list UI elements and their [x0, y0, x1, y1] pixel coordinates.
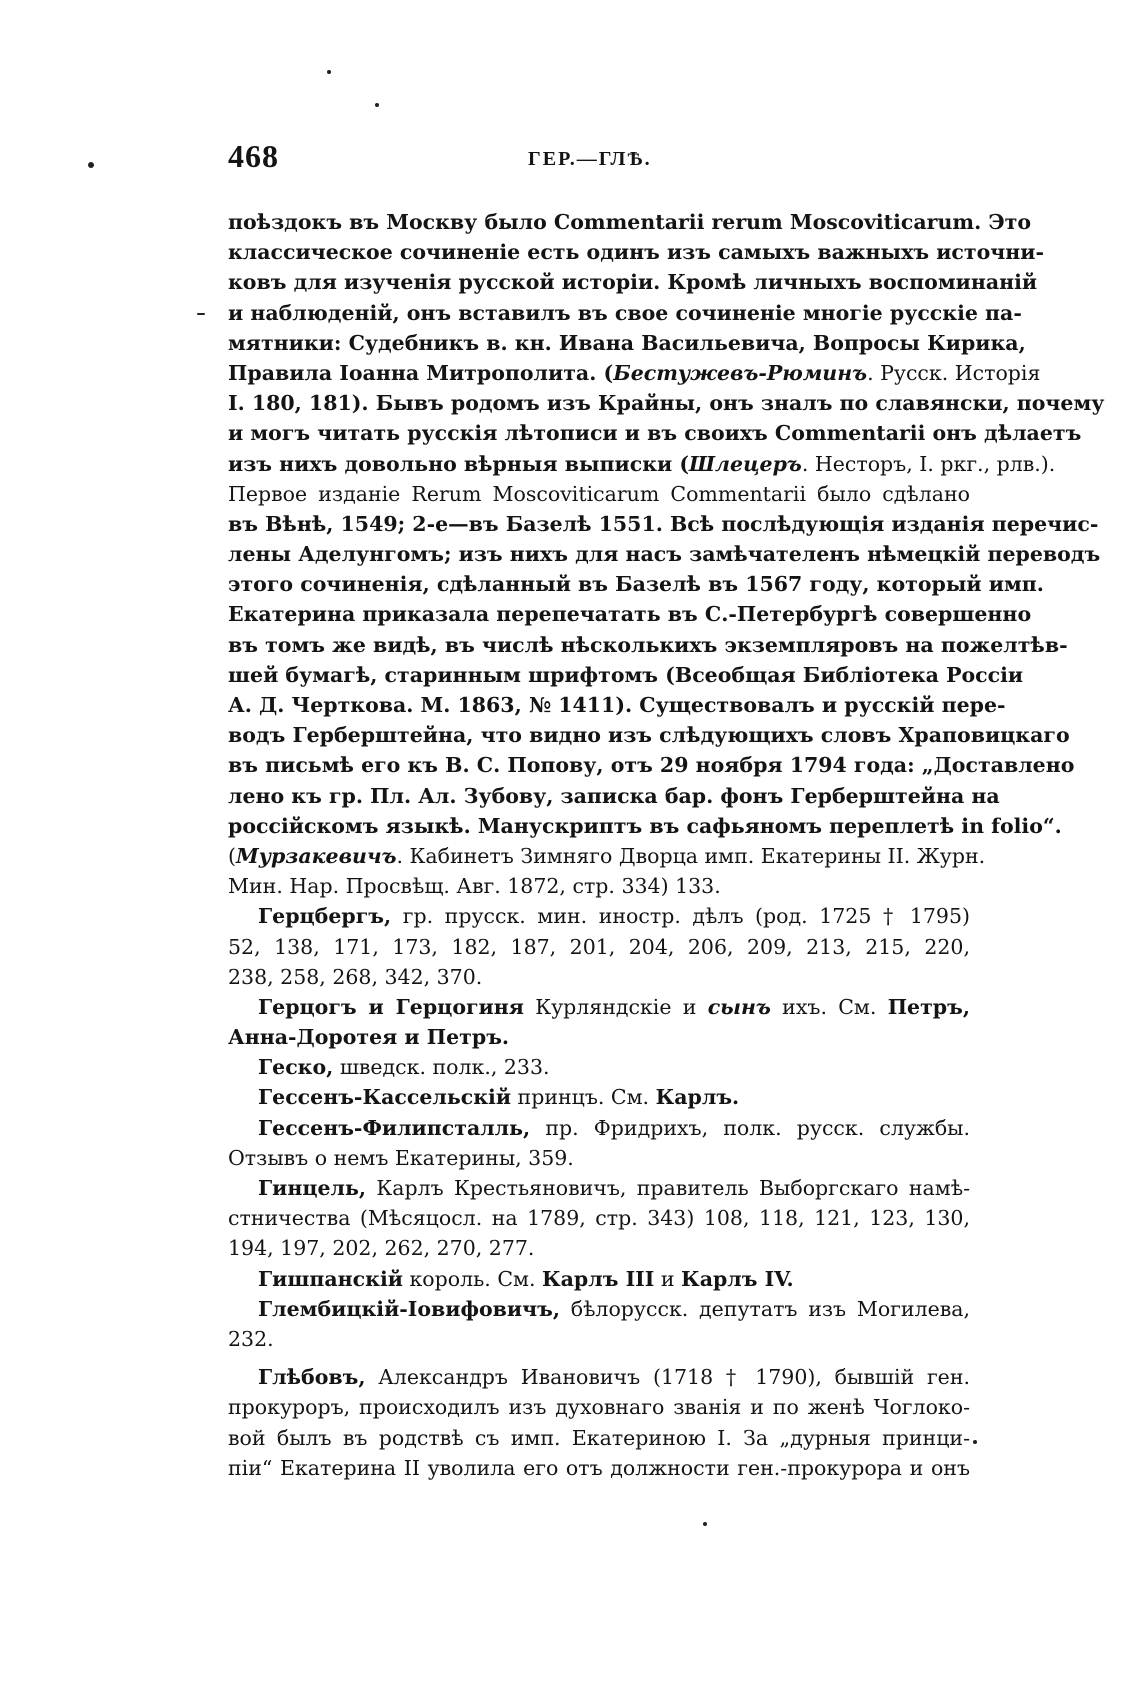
index-entry [228, 901, 970, 931]
text-span: ( [228, 843, 236, 868]
entry-text: сынъ [707, 994, 771, 1019]
text-line: и могъ читать русскія лѣтописи и въ своихъ Commentarii онъ дѣлаетъ [228, 421, 1082, 446]
text-line: и наблюденій, онъ вставилъ въ свое сочиненіе многіе русскіе па- [228, 300, 1022, 325]
text-line: этого сочиненія, сдѣланный въ Базелѣ въ 1567 году, который имп. [228, 572, 1044, 597]
entry-text: принцъ. См. [511, 1085, 656, 1110]
entry-text: пр. Фридрихъ, полк. русск. службы. [530, 1115, 970, 1140]
entry-text: Курляндскіе и [523, 994, 708, 1019]
index-entry [228, 1082, 970, 1112]
text-span: . Кабинетъ Зимняго Дворца имп. Екатерины II. Журн. [396, 843, 986, 868]
text-span: Правила Іоанна Митрополита. ( [228, 360, 614, 385]
entry-headword: Герцбергъ, [258, 904, 392, 929]
entry-headword: Глѣбовъ, [258, 1365, 366, 1390]
text-line: 238, 258, 268, 342, 370. [228, 964, 483, 989]
index-entry [228, 1294, 970, 1324]
scan-speck [703, 1522, 707, 1526]
scan-speck [973, 1440, 977, 1444]
text-line: классическое сочиненіе есть одинъ изъ самыхъ важныхъ источни- [228, 240, 1044, 265]
text-line: водъ Герберштейна, что видно изъ слѣдующихъ словъ Храповицкаго [228, 723, 1070, 748]
text-line: піи“ Екатерина II уволила его отъ должности ген.-прокурора и онъ [228, 1455, 970, 1480]
index-entry [228, 992, 970, 1022]
text-line: I. 180, 181). Бывъ родомъ изъ Крайны, онъ зналъ по славянски, почему [228, 391, 1105, 416]
entry-headword: Глембицкій-Іовифовичъ, [258, 1296, 560, 1321]
text-line: лено къ гр. Пл. Ал. Зубову, записка бар. фонъ Герберштейна на [228, 783, 1000, 808]
text-line: Отзывъ о немъ Екатерины, 359. [228, 1145, 574, 1170]
entry-text: бѣлорусск. депутатъ изъ Могилева, [559, 1296, 970, 1321]
text-line [228, 841, 986, 871]
cross-reference: Петръ, [887, 994, 970, 1019]
index-entry [228, 1362, 970, 1392]
running-head: ГЕР.—ГЛѢ. [528, 148, 652, 170]
text-line: вой былъ въ родствѣ съ имп. Екатериною I. За „дурныя принци- [228, 1425, 970, 1450]
cross-reference: Карлъ III [541, 1266, 655, 1291]
scan-speck [327, 70, 331, 74]
text-line: 52, 138, 171, 173, 182, 187, 201, 204, 206, 209, 213, 215, 220, [228, 934, 970, 959]
scan-speck [375, 103, 379, 107]
scan-speck [88, 162, 94, 168]
entry-headword: Геско, [258, 1055, 334, 1080]
text-line: Первое изданіе Rerum Moscoviticarum Commentarii было сдѣлано [228, 481, 970, 506]
text-block [228, 207, 1105, 1483]
text-line: Екатерина приказала перепечатать въ С.-Петербургѣ совершенно [228, 602, 1032, 627]
text-line: 194, 197, 202, 262, 270, 277. [228, 1236, 535, 1261]
index-entry [228, 1113, 970, 1143]
text-line: въ томъ же видѣ, въ числѣ нѣсколькихъ экземпляровъ на пожелтѣв- [228, 632, 1068, 657]
text-line: ковъ для изученія русской исторіи. Кромѣ личныхъ воспоминаній [228, 270, 1038, 295]
author-reference: Шлецеръ [689, 451, 802, 476]
page-number: 468 [228, 138, 279, 174]
text-line: стничества (Мѣсяцосл. на 1789, стр. 343) 108, 118, 121, 123, 130, [228, 1206, 970, 1231]
text-line [228, 449, 1056, 479]
text-line: прокуроръ, происходилъ изъ духовнаго званія и по женѣ Чоглоко- [228, 1395, 970, 1420]
author-reference: Мурзакевичъ [236, 843, 397, 868]
text-line: А. Д. Черткова. М. 1863, № 1411). Существовалъ и русскій пере- [228, 693, 1006, 717]
text-line: лены Аделунгомъ; изъ нихъ для насъ замѣчателенъ нѣмецкій переводъ [228, 542, 1101, 567]
index-entry [228, 1264, 970, 1294]
entry-text: Карлъ Крестьяновичъ, правитель Выборгскаго намѣ- [366, 1176, 970, 1200]
text-span: . Несторъ, I. ркг., рлв.). [801, 451, 1056, 476]
text-line: шей бумагѣ, старинным шрифтомъ (Всеобщая Библіотека Россіи [228, 662, 1024, 687]
entry-headword: Гессенъ-Филипсталль, [258, 1115, 531, 1140]
entry-text: Александръ Ивановичъ (1718 † 1790), бывшій ген. [365, 1365, 970, 1390]
entry-text: гр. прусск. мин. иностр. дѣлъ (род. 1725 † 1795) [391, 904, 970, 929]
entry-text: король. См. [402, 1266, 542, 1291]
text-line: въ письмѣ его къ В. С. Попову, отъ 29 ноября 1794 года: „Доставлено [228, 753, 1075, 778]
index-entry [228, 1173, 970, 1203]
entry-headword: Гишпанскій [258, 1266, 403, 1291]
text-line [228, 358, 1041, 388]
text-span: . Русск. Исторія [867, 360, 1041, 385]
entry-headword: Герцогъ и Герцогиня [258, 994, 524, 1019]
index-entry [228, 1052, 970, 1082]
entry-headword: Гессенъ-Кассельскій [258, 1085, 512, 1110]
entry-headword: Гинцель, [258, 1176, 367, 1200]
entry-gap [228, 1354, 970, 1362]
text-line: въ Вѣнѣ, 1549; 2-е—въ Базелѣ 1551. Всѣ послѣдующія изданія перечис- [228, 511, 1099, 536]
cross-reference: Карлъ IV. [681, 1266, 794, 1291]
text-line: поѣздокъ въ Москву было Commentarii rerum Moscoviticarum. Это [228, 210, 1032, 234]
text-line: Мин. Нар. Просвѣщ. Авг. 1872, стр. 334) 133. [228, 874, 721, 899]
text-line: мятники: Судебникъ в. кн. Ивана Васильевича, Вопросы Кирика, [228, 330, 1026, 355]
text-line: 232. [228, 1326, 274, 1351]
scan-speck [197, 313, 205, 315]
author-reference: Бестужевъ-Рюминъ [613, 360, 868, 385]
cross-reference: Карлъ. [655, 1085, 740, 1110]
text-line: россійскомъ языкѣ. Манускриптъ въ сафьяномъ переплетѣ in folio“. [228, 813, 1062, 838]
cross-reference: Анна-Доротея и Петръ. [228, 1025, 510, 1050]
entry-text: ихъ. См. [770, 994, 888, 1019]
text-span: изъ нихъ довольно вѣрныя выписки ( [228, 451, 690, 476]
entry-text: и [654, 1266, 682, 1291]
entry-text: шведск. полк., 233. [333, 1055, 550, 1080]
page-header [228, 138, 968, 178]
